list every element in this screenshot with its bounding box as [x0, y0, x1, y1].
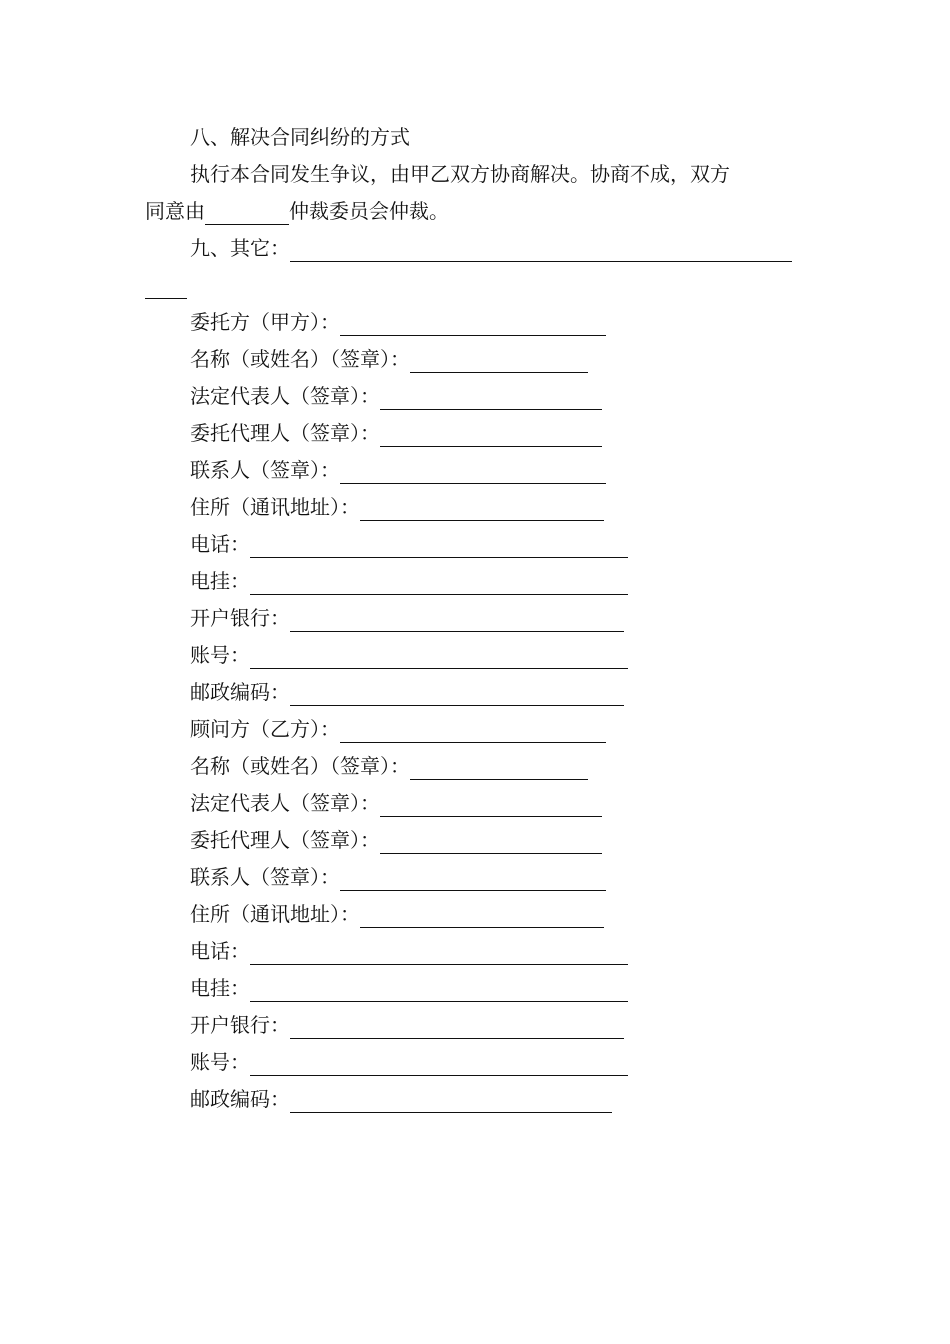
party-b-field-postcode — [190, 1085, 612, 1113]
party-b-field-bank — [190, 1011, 624, 1039]
field-blank[interactable] — [250, 942, 628, 965]
party-b-field-name — [190, 752, 588, 780]
field-label: 法定代表人（签章）： — [190, 384, 380, 408]
party-b-title-blank[interactable] — [340, 720, 606, 743]
party-b-title-row — [190, 715, 606, 743]
field-label: 账号： — [190, 643, 250, 667]
party-a-field-legal-rep — [190, 382, 602, 410]
section8-heading: 八、解决合同纠纷的方式 — [190, 125, 410, 149]
party-b-field-contact — [190, 863, 606, 891]
party-b-field-address — [190, 900, 604, 928]
field-label: 住所（通讯地址）： — [190, 902, 360, 926]
field-blank[interactable] — [340, 868, 606, 891]
field-blank[interactable] — [380, 387, 602, 410]
field-blank[interactable] — [360, 905, 604, 928]
field-blank[interactable] — [250, 1053, 628, 1076]
section9-blank[interactable] — [290, 239, 792, 262]
party-b-field-legal-rep — [190, 789, 602, 817]
section9-continuation — [145, 271, 187, 299]
field-label: 名称（或姓名）（签章）： — [190, 754, 410, 778]
party-a-field-account — [190, 641, 628, 669]
party-b-field-account — [190, 1048, 628, 1076]
field-blank[interactable] — [250, 535, 628, 558]
field-blank[interactable] — [410, 757, 588, 780]
arbitration-committee-blank[interactable] — [205, 202, 289, 225]
field-label: 联系人（签章）： — [190, 458, 340, 482]
party-a-title-row — [190, 308, 606, 336]
field-label: 联系人（签章）： — [190, 865, 340, 889]
arbitration-prefix: 同意由 — [145, 199, 205, 223]
party-b-title: 顾问方（乙方）： — [190, 717, 340, 741]
field-label: 电挂： — [190, 569, 250, 593]
field-blank[interactable] — [340, 461, 606, 484]
field-blank[interactable] — [290, 609, 624, 632]
field-label: 法定代表人（签章）： — [190, 791, 380, 815]
party-a-title: 委托方（甲方）： — [190, 310, 340, 334]
section9-label: 九、其它： — [190, 236, 290, 260]
field-label: 邮政编码： — [190, 680, 290, 704]
party-b-field-telegraph — [190, 974, 628, 1002]
field-blank[interactable] — [380, 831, 602, 854]
party-a-field-bank — [190, 604, 624, 632]
field-label: 名称（或姓名）（签章）： — [190, 347, 410, 371]
field-blank[interactable] — [250, 646, 628, 669]
party-b-field-agent — [190, 826, 602, 854]
field-label: 电话： — [190, 939, 250, 963]
field-blank[interactable] — [360, 498, 604, 521]
field-label: 开户银行： — [190, 1013, 290, 1037]
field-label: 邮政编码： — [190, 1087, 290, 1111]
party-a-field-address — [190, 493, 604, 521]
field-blank[interactable] — [290, 683, 624, 706]
field-blank[interactable] — [410, 350, 588, 373]
section8-paragraph-line1: 执行本合同发生争议，由甲乙双方协商解决。协商不成，双方 — [190, 162, 730, 186]
field-blank[interactable] — [380, 424, 602, 447]
party-a-field-telegraph — [190, 567, 628, 595]
section9-line — [190, 234, 792, 262]
party-a-field-phone — [190, 530, 628, 558]
party-a-field-agent — [190, 419, 602, 447]
field-blank[interactable] — [250, 979, 628, 1002]
field-label: 委托代理人（签章）： — [190, 828, 380, 852]
field-label: 电挂： — [190, 976, 250, 1000]
field-blank[interactable] — [380, 794, 602, 817]
party-a-field-name — [190, 345, 588, 373]
field-label: 开户银行： — [190, 606, 290, 630]
field-label: 电话： — [190, 532, 250, 556]
field-blank[interactable] — [290, 1016, 624, 1039]
field-label: 委托代理人（签章）： — [190, 421, 380, 445]
section9-blank-continued[interactable] — [145, 276, 187, 299]
party-a-field-contact — [190, 456, 606, 484]
section8-paragraph-line2 — [145, 197, 449, 225]
field-label: 住所（通讯地址）： — [190, 495, 360, 519]
arbitration-suffix: 仲裁委员会仲裁。 — [289, 199, 449, 223]
field-blank[interactable] — [290, 1090, 612, 1113]
party-a-field-postcode — [190, 678, 624, 706]
field-label: 账号： — [190, 1050, 250, 1074]
party-b-field-phone — [190, 937, 628, 965]
party-a-title-blank[interactable] — [340, 313, 606, 336]
field-blank[interactable] — [250, 572, 628, 595]
